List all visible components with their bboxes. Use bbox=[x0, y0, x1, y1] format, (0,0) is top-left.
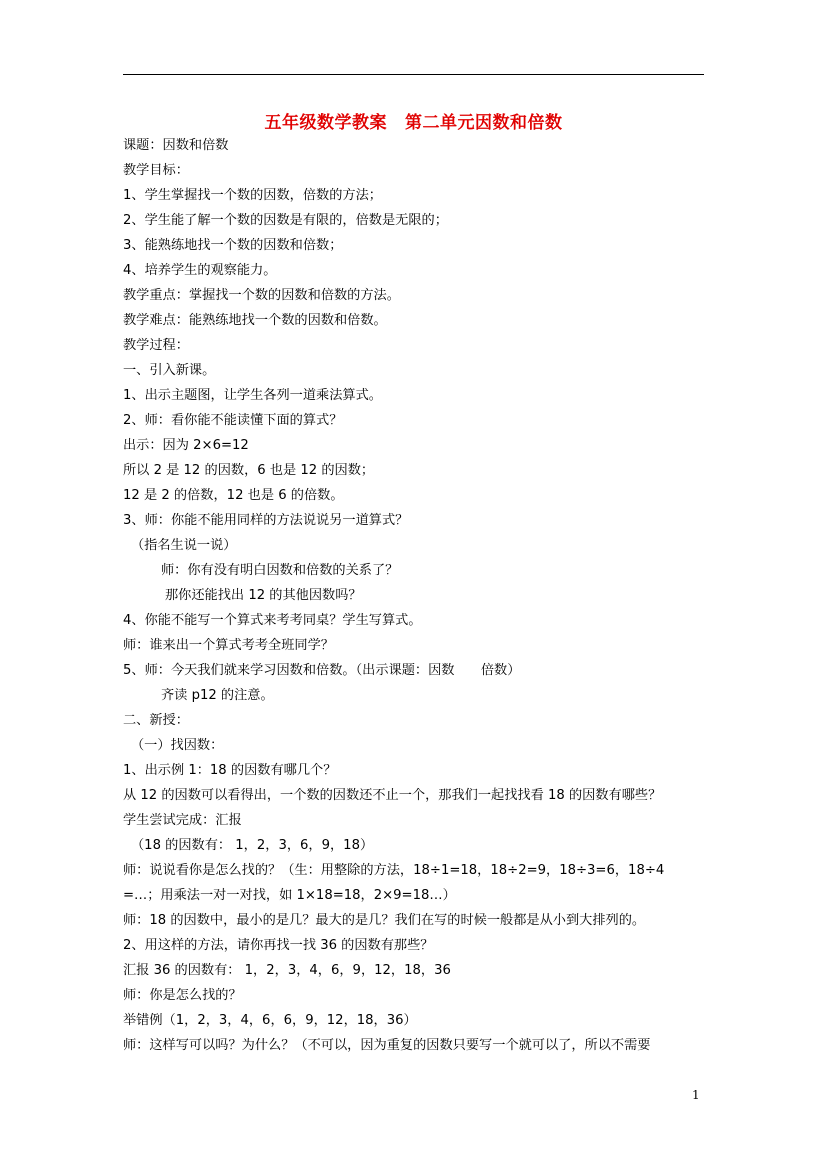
text-line: （指名生说一说） bbox=[131, 538, 237, 553]
page-number: 1 bbox=[692, 1088, 700, 1102]
text-line: 师：谁来出一个算式考考全班同学？ bbox=[123, 638, 334, 653]
lesson-body bbox=[123, 133, 708, 1058]
text-line: 师：说说看你是怎么找的？（生：用整除的方法，18÷1=18，18÷2=9，18÷3=6，18÷4 bbox=[123, 863, 665, 878]
text-line: 1、学生掌握找一个数的因数，倍数的方法； bbox=[123, 188, 382, 203]
text-line: 3、师：你能不能用同样的方法说说另一道算式？ bbox=[123, 513, 409, 528]
text-line: 齐读 p12 的注意。 bbox=[161, 688, 274, 703]
text-line: 从 12 的因数可以看得出，一个数的因数还不止一个，那我们一起找找看 18 的因数有哪些？ bbox=[123, 788, 662, 803]
text-line: 1、出示主题图，让学生各列一道乘法算式。 bbox=[123, 388, 382, 403]
text-line: 那你还能找出 12 的其他因数吗？ bbox=[165, 588, 362, 603]
text-line: 教学难点：能熟练地找一个数的因数和倍数。 bbox=[123, 313, 387, 328]
text-line: 教学重点：掌握找一个数的因数和倍数的方法。 bbox=[123, 288, 400, 303]
text-line: 课题：因数和倍数 bbox=[123, 138, 229, 153]
text-line: 师：这样写可以吗？为什么？（不可以，因为重复的因数只要写一个就可以了，所以不需要 bbox=[123, 1038, 651, 1053]
text-line: =…；用乘法一对一对找，如 1×18=18，2×9=18…） bbox=[123, 888, 456, 903]
text-line: 4、你能不能写一个算式来考考同桌？学生写算式。 bbox=[123, 613, 422, 628]
header-rule bbox=[123, 74, 704, 75]
text-line: 1、出示例 1：18 的因数有哪几个？ bbox=[123, 763, 337, 778]
title-left: 五年级数学教案 bbox=[264, 113, 387, 133]
text-line: 12 是 2 的倍数，12 也是 6 的倍数。 bbox=[123, 488, 344, 503]
text-line: 汇报 36 的因数有： 1，2，3，4，6，9，12，18，36 bbox=[123, 963, 451, 978]
text-line: 一、引入新课。 bbox=[123, 363, 216, 378]
text-line: 师：18 的因数中，最小的是几？最大的是几？我们在写的时候一般都是从小到大排列的。 bbox=[123, 913, 646, 928]
text-line: 4、培养学生的观察能力。 bbox=[123, 263, 277, 278]
text-line: 教学目标： bbox=[123, 163, 189, 178]
text-line: 出示：因为 2×6=12 bbox=[123, 438, 249, 453]
document-title bbox=[0, 108, 827, 133]
text-line: 师：你有没有明白因数和倍数的关系了？ bbox=[161, 563, 399, 578]
text-line: 教学过程： bbox=[123, 338, 189, 353]
text-line: 所以 2 是 12 的因数，6 也是 12 的因数； bbox=[123, 463, 375, 478]
text-line: 学生尝试完成：汇报 bbox=[123, 813, 242, 828]
text-line: 师：你是怎么找的？ bbox=[123, 988, 242, 1003]
text-line: 举错例（1，2，3，4，6，6，9，12，18，36） bbox=[123, 1013, 417, 1028]
text-line: 2、师：看你能不能读懂下面的算式？ bbox=[123, 413, 343, 428]
text-line: （一）找因数： bbox=[131, 738, 224, 753]
title-right: 第二单元因数和倍数 bbox=[405, 113, 563, 133]
text-line: 3、能熟练地找一个数的因数和倍数； bbox=[123, 238, 343, 253]
text-line: 2、用这样的方法，请你再找一找 36 的因数有那些？ bbox=[123, 938, 434, 953]
text-line: （18 的因数有： 1，2，3，6，9，18） bbox=[131, 838, 374, 853]
text-line: 2、学生能了解一个数的因数是有限的，倍数是无限的； bbox=[123, 213, 448, 228]
text-line: 二、新授： bbox=[123, 713, 189, 728]
text-line: 5、师：今天我们就来学习因数和倍数。（出示课题：因数 倍数） bbox=[123, 663, 521, 678]
